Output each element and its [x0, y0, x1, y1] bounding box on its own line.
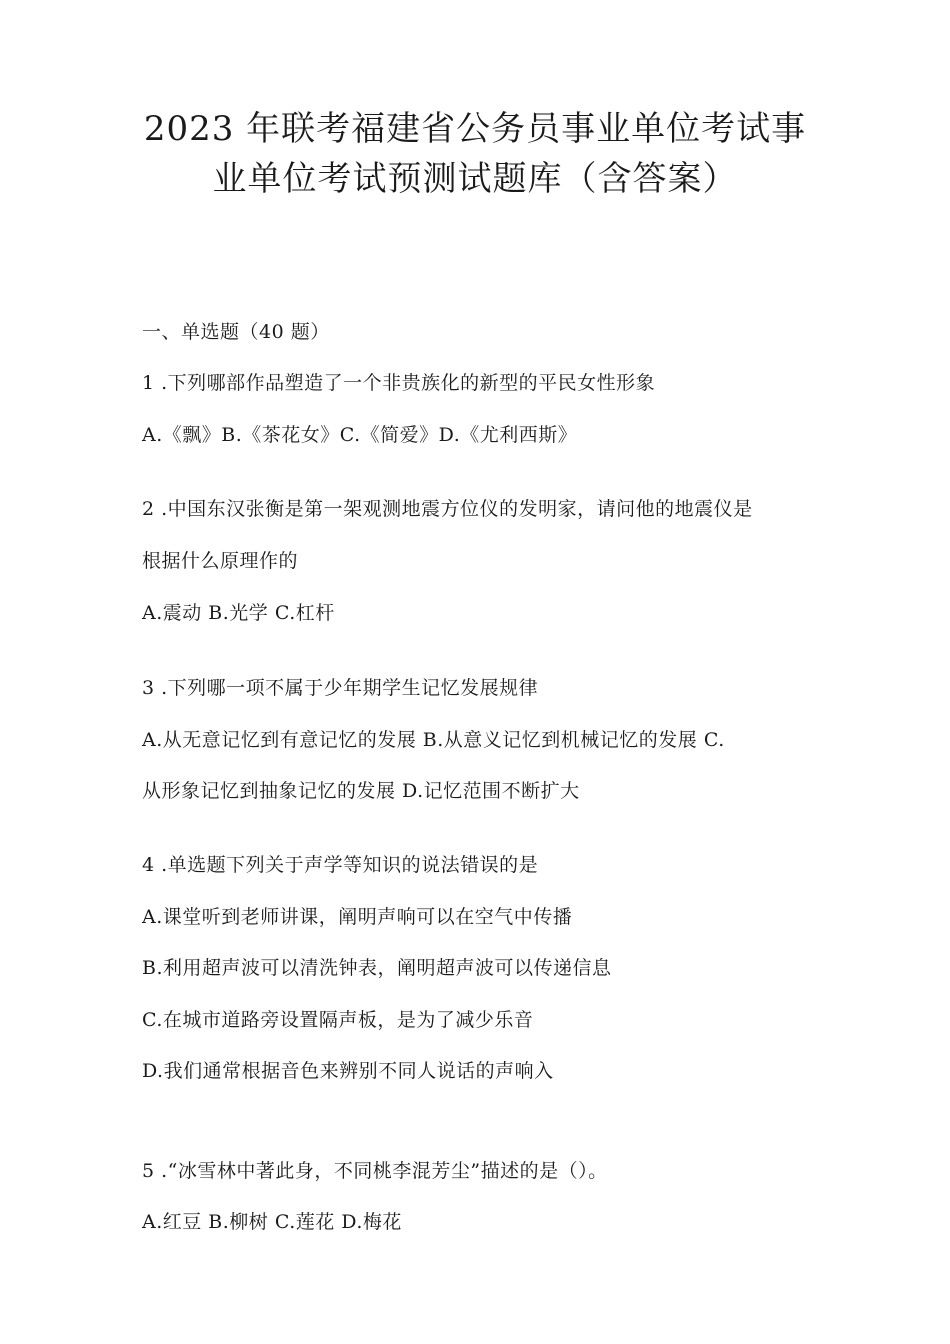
question-3-options-cont: 从形象记忆到抽象记忆的发展 D.记忆范围不断扩大 — [142, 780, 580, 802]
question-2-stem-cont: 根据什么原理作的 — [142, 550, 299, 572]
question-4-option-a: A.课堂听到老师讲课，阐明声响可以在空气中传播 — [142, 906, 573, 928]
section-heading: 一、单选题（40 题） — [142, 321, 330, 343]
question-5-stem: 5 .“冰雪林中著此身，不同桃李混芳尘”描述的是（）。 — [142, 1160, 608, 1182]
question-4-option-c: C.在城市道路旁设置隔声板，是为了减少乐音 — [142, 1009, 534, 1031]
question-4-stem: 4 .单选题下列关于声学等知识的说法错误的是 — [142, 854, 539, 876]
question-3-options: A.从无意记忆到有意记忆的发展 B.从意义记忆到机械记忆的发展 C. — [142, 729, 725, 751]
question-2-stem: 2 .中国东汉张衡是第一架观测地震方位仪的发明家，请问他的地震仪是 — [142, 498, 753, 520]
question-3-stem: 3 .下列哪一项不属于少年期学生记忆发展规律 — [142, 677, 539, 699]
question-4-option-b: B.利用超声波可以清洗钟表，阐明超声波可以传递信息 — [142, 957, 612, 979]
question-2-options: A.震动 B.光学 C.杠杆 — [142, 602, 335, 624]
document-title-line-2: 业单位考试预测试题库（含答案） — [212, 159, 738, 199]
question-1-stem: 1 .下列哪部作品塑造了一个非贵族化的新型的平民女性形象 — [142, 372, 656, 394]
question-4-option-d: D.我们通常根据音色来辨别不同人说话的声响入 — [142, 1060, 554, 1082]
question-1-options: A.《飘》B.《茶花女》C.《简爱》D.《尤利西斯》 — [142, 424, 578, 446]
question-5-options: A.红豆 B.柳树 C.莲花 D.梅花 — [142, 1211, 402, 1233]
document-title-line-1: 2023 年联考福建省公务员事业单位考试事 — [143, 109, 807, 149]
